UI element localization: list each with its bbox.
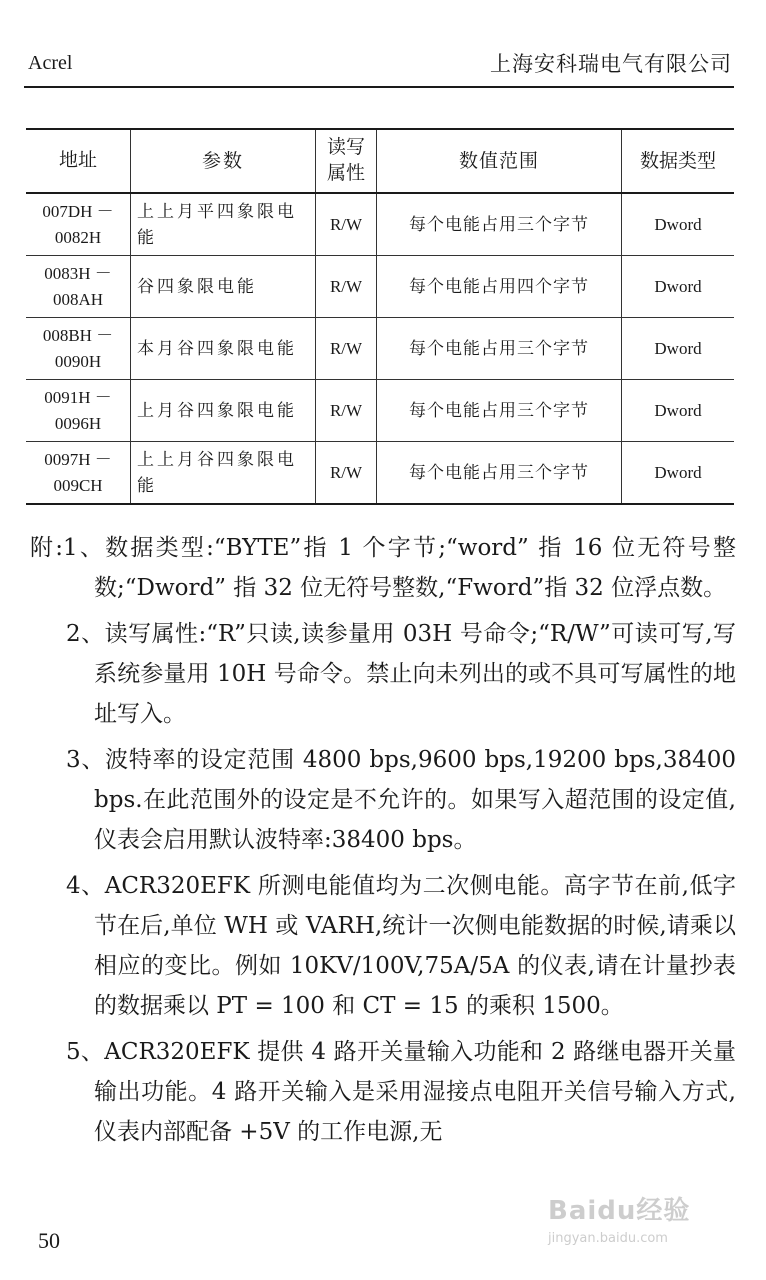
rw-cell: R/W [316,318,377,380]
header-rw-line1: 读写 [326,137,365,158]
note-data-types: 附:1、数据类型:“BYTE”指 1 个字节;“word” 指 16 位无符号整数;“Dword” 指 32 位无符号整数,“Fword”指 32 位浮点数。 [30,535,736,601]
rw-cell: R/W [316,442,377,505]
type-cell: Dword [622,442,735,505]
header-range: 数值范围 [377,129,622,193]
range-cell: 每个电能占用四个字节 [377,256,622,318]
header-parameter: 参数 [131,129,316,193]
type-cell: Dword [622,318,735,380]
note-energy-values: 4、ACR320EFK 所测电能值均为二次侧电能。高字节在前,低字节在后,单位 WH 或 VARH,统计一次侧电能数据的时候,请乘以相应的变比。例如 10KV/100V,75A/5A 的仪表,请在计量抄表的数据乘以 PT = 100 和 CT = 15 的乘积 1500。 [66,873,736,1019]
address-cell [26,442,131,505]
rw-cell: R/W [316,380,377,442]
header-address: 地址 [26,129,131,193]
address-end: 0096H [54,413,102,433]
watermark [548,1190,748,1260]
type-cell: Dword [622,256,735,318]
range-cell: 每个电能占用三个字节 [377,442,622,505]
register-table [26,128,734,505]
parameter-cell: 本月谷四象限电能 [131,318,316,380]
notes-section [30,528,736,1158]
address-end: 008AH [52,289,104,309]
parameter-cell: 上月谷四象限电能 [131,380,316,442]
type-cell: Dword [622,193,735,256]
table-row [26,256,734,318]
table-row [26,380,734,442]
range-cell: 每个电能占用三个字节 [377,318,622,380]
header-type: 数据类型 [622,129,735,193]
table-row [26,193,734,256]
header-divider [24,86,734,88]
company-name: 上海安科瑞电气有限公司 [490,52,732,76]
page-number: 50 [38,1228,60,1253]
address-cell [26,318,131,380]
table-row [26,442,734,505]
note-switch-io: 5、ACR320EFK 提供 4 路开关量输入功能和 2 路继电器开关量输出功能。4 路开关输入是采用湿接点电阻开关信号输入方式,仪表内部配备 +5V 的工作电源,无 [66,1039,736,1145]
address-end: 009CH [53,475,103,495]
address-cell [26,193,131,256]
parameter-cell: 上上月谷四象限电能 [131,442,316,505]
address-cell [26,256,131,318]
address-start: 0083H － [44,263,112,283]
rw-cell: R/W [316,256,377,318]
note-baud-rate: 3、波特率的设定范围 4800 bps,9600 bps,19200 bps,38400 bps.在此范围外的设定是不允许的。如果写入超范围的设定值,仪表会启用默认波特率:38400 bps。 [66,747,736,853]
table-header-row [26,129,734,193]
range-cell: 每个电能占用三个字节 [377,193,622,256]
header-rw-line2: 属性 [326,163,365,184]
note-rw-attributes: 2、读写属性:“R”只读,读参量用 03H 号命令;“R/W”可读可写,写系统参量用 10H 号命令。禁止向未列出的或不具可写属性的地址写入。 [66,621,736,727]
address-start: 0091H － [44,387,112,407]
type-cell: Dword [622,380,735,442]
parameter-cell: 上上月平四象限电能 [131,193,316,256]
table-row [26,318,734,380]
address-start: 008BH － [42,325,114,345]
address-start: 007DH － [42,201,114,221]
brand-name: Acrel [28,52,73,74]
watermark-logo: Baidu经验 [548,1196,691,1226]
address-cell [26,380,131,442]
header-rw [316,129,377,193]
address-start: 0097H － [44,449,112,469]
address-end: 0082H [54,227,102,247]
range-cell: 每个电能占用三个字节 [377,380,622,442]
watermark-url: jingyan.baidu.com [548,1231,668,1246]
rw-cell: R/W [316,193,377,256]
parameter-cell: 谷四象限电能 [131,256,316,318]
address-end: 0090H [54,351,102,371]
